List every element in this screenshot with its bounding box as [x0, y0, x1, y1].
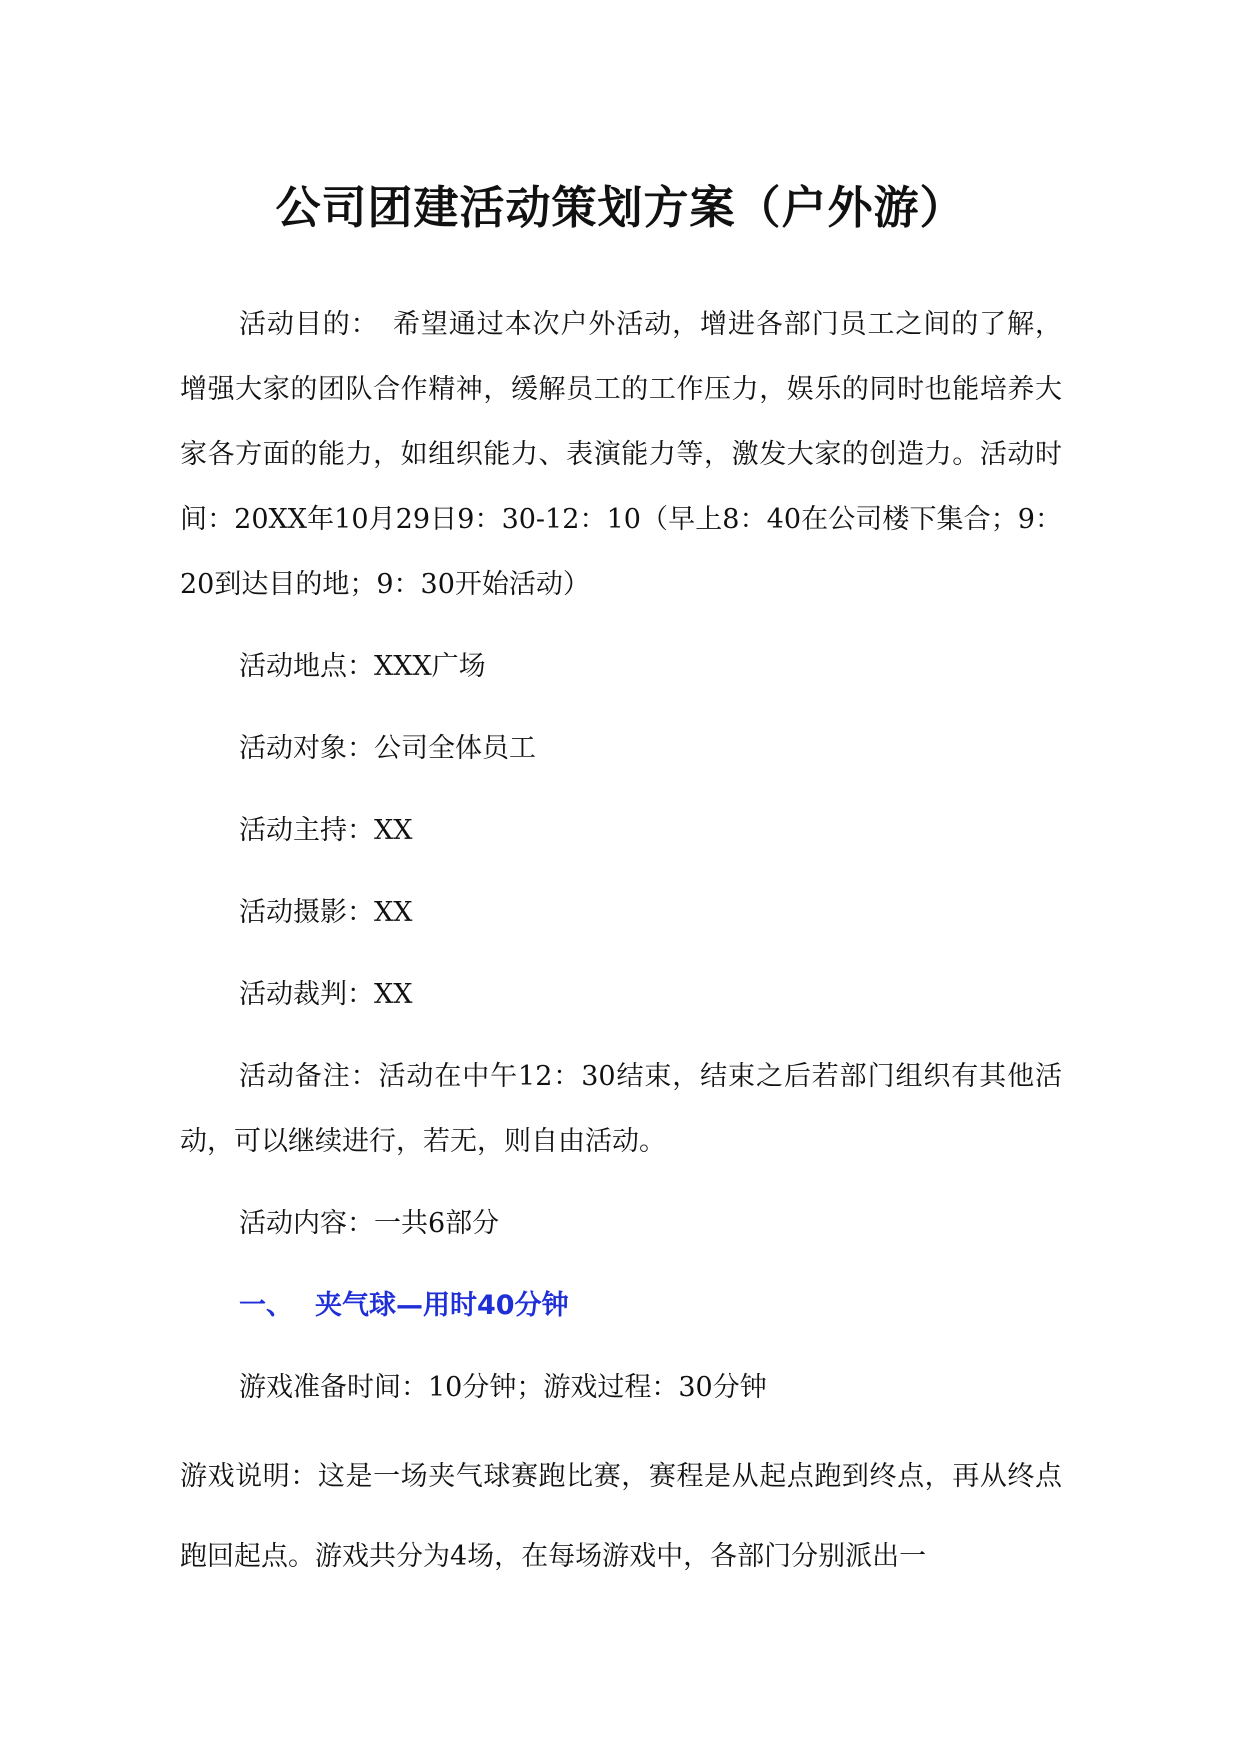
purpose-paragraph: 活动目的： 希望通过本次户外活动，增进各部门员工之间的了解，增强大家的团队合作精神，缓解员工的工作压力，娱乐的同时也能培养大家各方面的能力，如组织能力、表演能力等，激发大家的创造力。活动时间：20XX年10月29日9：30-12：10（早上8：40在公司楼下集合；9：20到达目的地；9：30开始活动）	[180, 309, 1062, 600]
document-title: 公司团建活动策划方案（户外游）	[275, 181, 966, 234]
section-heading-1	[180, 1273, 1062, 1338]
photography-paragraph: 活动摄影：XX	[239, 897, 413, 928]
host-paragraph: 活动主持：XX	[239, 815, 413, 846]
section-title: 夹气球—用时40分钟	[315, 1290, 569, 1321]
game-description-paragraph: 游戏说明：这是一场夹气球赛跑比赛，赛程是从起点跑到终点，再从终点跑回起点。游戏共分为4场，在每场游戏中，各部门分别派出一	[180, 1461, 1062, 1572]
section-number: 一、	[239, 1290, 293, 1321]
audience-paragraph: 活动对象：公司全体员工	[239, 733, 536, 764]
referee-paragraph: 活动裁判：XX	[239, 979, 413, 1010]
content-paragraph: 活动内容：一共6部分	[239, 1208, 500, 1239]
game-time-paragraph: 游戏准备时间：10分钟；游戏过程：30分钟	[239, 1372, 767, 1403]
document-body	[180, 292, 1062, 1597]
notes-paragraph: 活动备注：活动在中午12：30结束，结束之后若部门组织有其他活动，可以继续进行，若无，则自由活动。	[180, 1061, 1062, 1157]
location-paragraph: 活动地点：XXX广场	[239, 651, 486, 682]
